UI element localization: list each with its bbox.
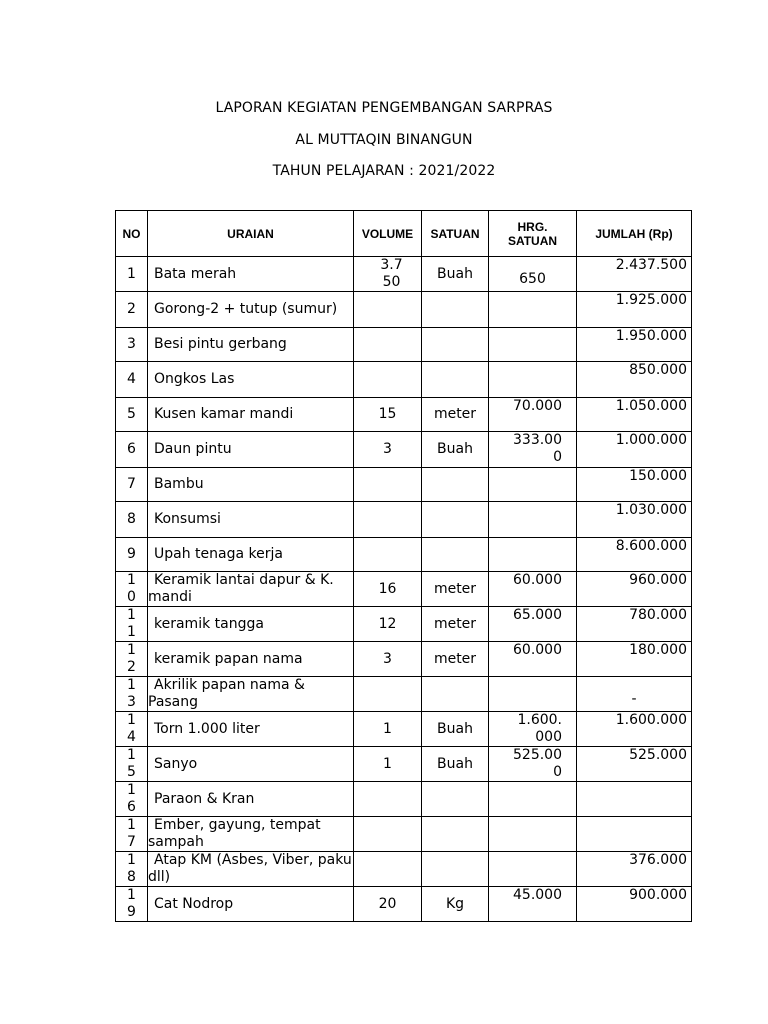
cell-volume xyxy=(354,747,422,782)
cell-harga-satuan xyxy=(489,887,577,922)
table-row xyxy=(116,432,692,468)
item-volume: 3 xyxy=(383,441,392,457)
item-unit-price: 60.000 xyxy=(513,572,562,588)
cell-uraian xyxy=(148,468,354,502)
cell-jumlah xyxy=(577,292,692,328)
cell-volume xyxy=(354,642,422,677)
cell-uraian xyxy=(148,398,354,432)
cell-uraian xyxy=(148,887,354,922)
item-total: 900.000 xyxy=(629,887,687,903)
cell-satuan xyxy=(422,817,489,852)
cell-no xyxy=(116,817,148,852)
item-unit: meter xyxy=(433,406,477,422)
item-unit-price: 333.000 xyxy=(513,432,562,465)
item-volume: 15 xyxy=(378,406,397,422)
cell-no xyxy=(116,607,148,642)
school-year: TAHUN PELAJARAN : 2021/2022 xyxy=(272,163,496,179)
item-total: 1.600.000 xyxy=(615,712,687,728)
cell-jumlah xyxy=(577,642,692,677)
column-header-jumlah: JUMLAH (Rp) xyxy=(577,211,692,257)
item-volume: 3 xyxy=(383,650,392,667)
cell-satuan xyxy=(422,432,489,468)
item-unit-price: 70.000 xyxy=(513,398,562,414)
column-header-harga-line1: HRG. xyxy=(517,219,548,234)
row-number-digit1: 1 xyxy=(127,852,136,868)
cell-jumlah xyxy=(577,398,692,432)
cell-jumlah xyxy=(577,538,692,572)
item-description: Konsumsi xyxy=(154,511,221,527)
cell-satuan xyxy=(422,538,489,572)
item-unit: Buah xyxy=(437,441,473,457)
cell-harga-satuan xyxy=(489,292,577,328)
cell-harga-satuan xyxy=(489,257,577,292)
item-volume: 3.750 xyxy=(380,257,403,290)
table-row xyxy=(116,538,692,572)
item-unit-price: 650 xyxy=(519,271,546,287)
item-total: 180.000 xyxy=(629,642,687,658)
cell-harga-satuan xyxy=(489,852,577,887)
item-unit: meter xyxy=(433,615,477,632)
item-description: Bata merah xyxy=(154,265,237,282)
report-table xyxy=(115,210,692,922)
item-description: Bambu xyxy=(154,476,204,492)
cell-jumlah xyxy=(577,468,692,502)
item-description: Ember, gayung, tempat sampah xyxy=(148,817,321,850)
item-total: 376.000 xyxy=(629,852,687,868)
row-number-digit1: 9 xyxy=(127,546,136,562)
cell-volume xyxy=(354,362,422,398)
row-number-digit1: 6 xyxy=(127,441,136,457)
table-row xyxy=(116,747,692,782)
table-row xyxy=(116,817,692,852)
column-header-harga-line2: SATUAN xyxy=(507,233,558,248)
item-description: Upah tenaga kerja xyxy=(154,546,283,562)
row-number-digit1: 1 xyxy=(127,265,136,282)
item-unit: Buah xyxy=(437,755,473,772)
cell-harga-satuan xyxy=(489,502,577,538)
table-row xyxy=(116,712,692,747)
row-number-digit1: 1 xyxy=(127,642,136,658)
cell-harga-satuan xyxy=(489,362,577,398)
item-unit: Kg xyxy=(445,895,465,912)
cell-no xyxy=(116,502,148,538)
cell-no xyxy=(116,852,148,887)
cell-satuan xyxy=(422,257,489,292)
cell-no xyxy=(116,747,148,782)
row-number-digit1: 1 xyxy=(127,712,136,728)
row-number-digit1: 1 xyxy=(127,887,136,903)
item-volume: 16 xyxy=(378,580,397,597)
item-description: Ongkos Las xyxy=(154,371,235,387)
cell-no xyxy=(116,642,148,677)
cell-harga-satuan xyxy=(489,712,577,747)
item-total: - xyxy=(631,691,637,707)
item-volume: 1 xyxy=(383,720,392,737)
item-total: 850.000 xyxy=(629,362,687,378)
item-total: 1.000.000 xyxy=(615,432,687,448)
column-header-harga-satuan xyxy=(489,211,577,257)
cell-no xyxy=(116,677,148,712)
cell-no xyxy=(116,328,148,362)
row-number-digit1: 8 xyxy=(127,511,136,527)
cell-satuan xyxy=(422,747,489,782)
table-header-row xyxy=(116,211,692,257)
cell-volume xyxy=(354,328,422,362)
cell-uraian xyxy=(148,572,354,607)
item-total: 1.925.000 xyxy=(615,292,687,308)
cell-no xyxy=(116,712,148,747)
item-total: 8.600.000 xyxy=(615,538,687,554)
item-unit-price: 1.600.000 xyxy=(517,712,562,745)
cell-volume xyxy=(354,257,422,292)
cell-volume xyxy=(354,712,422,747)
cell-no xyxy=(116,468,148,502)
cell-satuan xyxy=(422,362,489,398)
item-description: Akrilik papan nama & Pasang xyxy=(148,677,305,710)
cell-uraian xyxy=(148,852,354,887)
item-description: keramik papan nama xyxy=(154,650,303,667)
school-name: AL MUTTAQIN BINANGUN xyxy=(295,132,473,148)
table-row xyxy=(116,642,692,677)
cell-satuan xyxy=(422,782,489,817)
row-number-digit1: 4 xyxy=(127,371,136,387)
cell-volume xyxy=(354,782,422,817)
table-row xyxy=(116,398,692,432)
table-row xyxy=(116,502,692,538)
cell-satuan xyxy=(422,468,489,502)
table-row xyxy=(116,468,692,502)
cell-jumlah xyxy=(577,328,692,362)
cell-uraian xyxy=(148,502,354,538)
row-number-digit2: 6 xyxy=(127,799,136,815)
row-number-digit2: 5 xyxy=(127,764,136,780)
item-description: Kusen kamar mandi xyxy=(154,406,294,422)
table-row xyxy=(116,887,692,922)
cell-no xyxy=(116,572,148,607)
cell-volume xyxy=(354,398,422,432)
cell-uraian xyxy=(148,257,354,292)
cell-uraian xyxy=(148,747,354,782)
cell-harga-satuan xyxy=(489,468,577,502)
table-row xyxy=(116,677,692,712)
item-unit: meter xyxy=(433,650,477,667)
cell-volume xyxy=(354,432,422,468)
table-row xyxy=(116,362,692,398)
column-header-volume: VOLUME xyxy=(354,211,422,257)
cell-no xyxy=(116,432,148,468)
cell-volume xyxy=(354,852,422,887)
cell-harga-satuan xyxy=(489,677,577,712)
cell-harga-satuan xyxy=(489,642,577,677)
cell-harga-satuan xyxy=(489,747,577,782)
cell-uraian xyxy=(148,328,354,362)
row-number-digit1: 2 xyxy=(127,301,136,317)
cell-uraian xyxy=(148,782,354,817)
cell-jumlah xyxy=(577,362,692,398)
cell-harga-satuan xyxy=(489,328,577,362)
cell-satuan xyxy=(422,887,489,922)
item-total: 1.030.000 xyxy=(615,502,687,518)
item-description: Cat Nodrop xyxy=(154,895,234,912)
item-total: 780.000 xyxy=(629,607,687,623)
cell-satuan xyxy=(422,572,489,607)
row-number-digit2: 7 xyxy=(127,834,136,850)
cell-volume xyxy=(354,572,422,607)
item-total: 1.950.000 xyxy=(615,328,687,344)
item-unit-price: 60.000 xyxy=(513,642,562,658)
table-row xyxy=(116,257,692,292)
cell-uraian xyxy=(148,432,354,468)
cell-jumlah xyxy=(577,747,692,782)
item-unit: meter xyxy=(433,580,477,597)
row-number-digit2: 3 xyxy=(127,694,136,710)
row-number-digit1: 5 xyxy=(127,406,136,422)
cell-satuan xyxy=(422,502,489,538)
item-description: Sanyo xyxy=(154,755,198,772)
cell-satuan xyxy=(422,398,489,432)
cell-satuan xyxy=(422,677,489,712)
item-description: Torn 1.000 liter xyxy=(154,720,260,737)
cell-satuan xyxy=(422,642,489,677)
cell-no xyxy=(116,538,148,572)
cell-uraian xyxy=(148,817,354,852)
cell-no xyxy=(116,257,148,292)
cell-satuan xyxy=(422,852,489,887)
cell-harga-satuan xyxy=(489,398,577,432)
cell-satuan xyxy=(422,292,489,328)
cell-no xyxy=(116,887,148,922)
cell-jumlah xyxy=(577,572,692,607)
item-unit-price: 45.000 xyxy=(513,887,562,903)
item-description: Besi pintu gerbang xyxy=(154,336,287,352)
cell-harga-satuan xyxy=(489,607,577,642)
cell-harga-satuan xyxy=(489,572,577,607)
cell-harga-satuan xyxy=(489,782,577,817)
cell-volume xyxy=(354,538,422,572)
column-header-no: NO xyxy=(116,211,148,257)
cell-uraian xyxy=(148,712,354,747)
row-number-digit2: 1 xyxy=(127,624,136,640)
cell-jumlah xyxy=(577,852,692,887)
item-unit: Buah xyxy=(437,720,473,737)
item-description: Gorong-2 + tutup (sumur) xyxy=(154,301,338,317)
row-number-digit1: 7 xyxy=(127,476,136,492)
cell-no xyxy=(116,362,148,398)
cell-jumlah xyxy=(577,782,692,817)
item-description: Keramik lantai dapur & K. mandi xyxy=(148,572,334,605)
report-title: LAPORAN KEGIATAN PENGEMBANGAN SARPRAS xyxy=(215,100,553,116)
cell-volume xyxy=(354,677,422,712)
table-row xyxy=(116,292,692,328)
item-total: 2.437.500 xyxy=(615,257,687,273)
cell-uraian xyxy=(148,292,354,328)
column-header-uraian: URAIAN xyxy=(148,211,354,257)
table-row xyxy=(116,572,692,607)
table-row xyxy=(116,852,692,887)
cell-satuan xyxy=(422,328,489,362)
item-description: Atap KM (Asbes, Viber, paku dll) xyxy=(148,852,352,885)
row-number-digit1: 3 xyxy=(127,336,136,352)
item-volume: 1 xyxy=(383,755,392,772)
table-row xyxy=(116,328,692,362)
cell-jumlah xyxy=(577,502,692,538)
row-number-digit2: 9 xyxy=(127,904,136,920)
cell-jumlah xyxy=(577,817,692,852)
cell-volume xyxy=(354,607,422,642)
cell-harga-satuan xyxy=(489,817,577,852)
cell-volume xyxy=(354,468,422,502)
item-unit-price: 65.000 xyxy=(513,607,562,623)
cell-jumlah xyxy=(577,677,692,712)
item-total: 150.000 xyxy=(629,468,687,484)
cell-no xyxy=(116,782,148,817)
table-row xyxy=(116,782,692,817)
item-volume: 12 xyxy=(378,615,397,632)
row-number-digit1: 1 xyxy=(127,747,136,763)
cell-volume xyxy=(354,502,422,538)
cell-harga-satuan xyxy=(489,432,577,468)
cell-jumlah xyxy=(577,257,692,292)
cell-jumlah xyxy=(577,887,692,922)
table-row xyxy=(116,607,692,642)
cell-harga-satuan xyxy=(489,538,577,572)
row-number-digit2: 4 xyxy=(127,729,136,745)
cell-volume xyxy=(354,887,422,922)
item-total: 1.050.000 xyxy=(615,398,687,414)
cell-no xyxy=(116,398,148,432)
item-description: keramik tangga xyxy=(154,615,264,632)
row-number-digit1: 1 xyxy=(127,782,136,798)
cell-uraian xyxy=(148,362,354,398)
cell-uraian xyxy=(148,642,354,677)
cell-volume xyxy=(354,817,422,852)
cell-no xyxy=(116,292,148,328)
item-description: Paraon & Kran xyxy=(154,790,255,807)
cell-jumlah xyxy=(577,712,692,747)
row-number-digit2: 8 xyxy=(127,869,136,885)
cell-uraian xyxy=(148,677,354,712)
cell-volume xyxy=(354,292,422,328)
row-number-digit2: 0 xyxy=(127,589,136,605)
item-description: Daun pintu xyxy=(154,441,232,457)
cell-uraian xyxy=(148,607,354,642)
row-number-digit1: 1 xyxy=(127,607,136,623)
row-number-digit2: 2 xyxy=(127,659,136,675)
row-number-digit1: 1 xyxy=(127,572,136,588)
cell-uraian xyxy=(148,538,354,572)
item-total: 525.000 xyxy=(629,747,687,763)
item-total: 960.000 xyxy=(629,572,687,588)
item-volume: 20 xyxy=(378,895,397,912)
row-number-digit1: 1 xyxy=(127,817,136,833)
row-number-digit1: 1 xyxy=(127,677,136,693)
cell-jumlah xyxy=(577,607,692,642)
cell-satuan xyxy=(422,712,489,747)
cell-satuan xyxy=(422,607,489,642)
item-unit: Buah xyxy=(437,265,473,282)
cell-jumlah xyxy=(577,432,692,468)
column-header-satuan: SATUAN xyxy=(422,211,489,257)
item-unit-price: 525.000 xyxy=(513,747,562,780)
